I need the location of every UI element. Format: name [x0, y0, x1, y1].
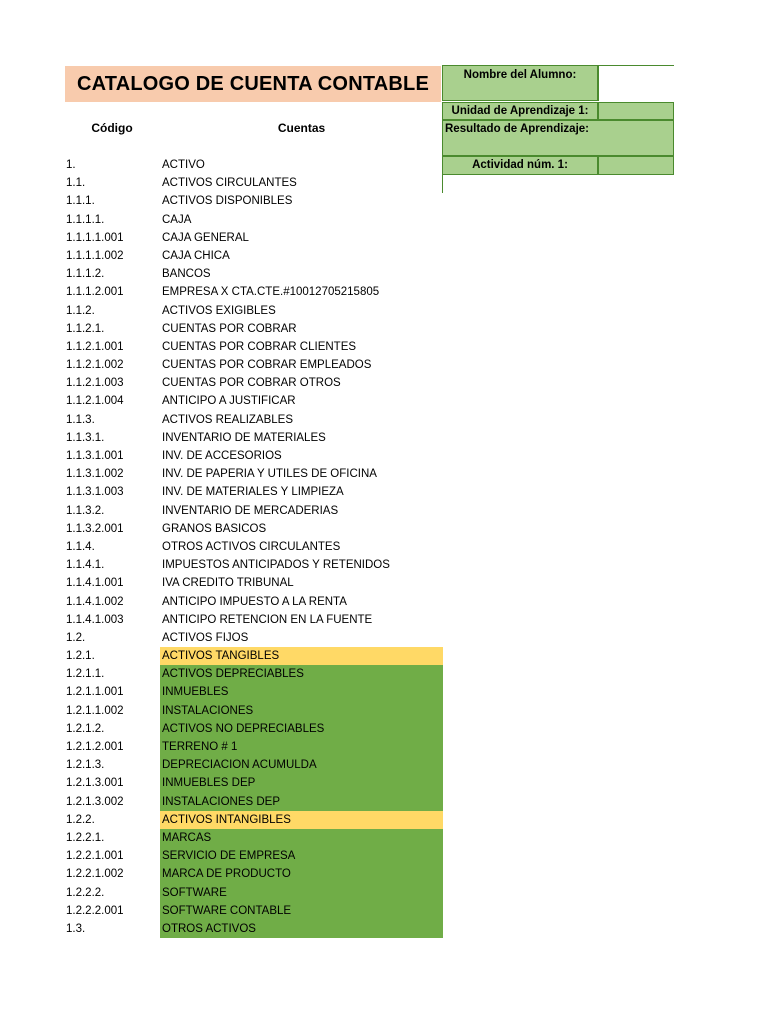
account-name: ACTIVOS REALIZABLES — [162, 413, 294, 426]
account-code: 1.1.4. — [66, 540, 95, 553]
account-name: OTROS ACTIVOS CIRCULANTES — [162, 540, 341, 553]
account-code: 1.2.2.2.001 — [66, 904, 124, 917]
table-row — [0, 629, 768, 647]
account-name: TERRENO # 1 — [160, 738, 443, 756]
account-code: 1.1.3.1.003 — [66, 486, 124, 499]
account-code: 1.1.4.1.002 — [66, 595, 124, 608]
account-name: INV. DE ACCESORIOS — [162, 450, 282, 462]
table-row — [0, 411, 768, 429]
table-row — [0, 665, 768, 683]
column-header-account: Cuentas — [277, 121, 326, 135]
account-name: ACTIVOS EXIGIBLES — [162, 304, 276, 317]
account-name: INV. DE PAPERIA Y UTILES DE OFICINA — [162, 468, 377, 481]
account-code: 1.2.2. — [66, 813, 95, 826]
account-code: 1.1.3.1. — [66, 431, 105, 444]
account-name: OTROS ACTIVOS — [160, 920, 443, 938]
table-row — [0, 738, 768, 756]
account-code: 1.1.4.1.003 — [66, 613, 124, 626]
account-code: 1.1.1.2.001 — [66, 286, 124, 299]
account-list — [0, 156, 768, 938]
table-row — [0, 865, 768, 883]
account-name: IVA CREDITO TRIBUNAL — [162, 577, 294, 590]
table-row — [0, 211, 768, 229]
account-name: INSTALACIONES DEP — [160, 793, 443, 811]
account-code: 1.1.2.1.002 — [66, 359, 124, 372]
account-name: CUENTAS POR COBRAR — [162, 322, 297, 335]
column-header-code: Código — [91, 121, 133, 135]
account-code: 1.2.2.1. — [66, 831, 105, 844]
account-name: CAJA GENERAL — [162, 231, 249, 244]
account-name: INMUEBLES — [160, 683, 443, 701]
account-name: CUENTAS POR COBRAR OTROS — [162, 377, 341, 390]
account-code: 1.1.1.2. — [66, 268, 105, 281]
account-name: CAJA CHICA — [162, 249, 230, 262]
account-name: ACTIVOS DISPONIBLES — [162, 195, 293, 208]
account-code: 1.1.2.1.001 — [66, 340, 124, 353]
table-row — [0, 520, 768, 538]
account-name: ACTIVOS NO DEPRECIABLES — [160, 720, 443, 738]
account-name: ACTIVOS INTANGIBLES — [160, 811, 443, 829]
account-name: ACTIVOS FIJOS — [162, 631, 249, 644]
account-code: 1.1. — [66, 177, 86, 190]
account-code: 1.1.4.1. — [66, 559, 105, 572]
account-name: INV. DE MATERIALES Y LIMPIEZA — [162, 486, 344, 499]
table-row — [0, 611, 768, 629]
table-row — [0, 774, 768, 792]
table-row — [0, 702, 768, 720]
page-title: CATALOGO DE CUENTA CONTABLE — [65, 66, 441, 102]
account-code: 1.2.1.1.002 — [66, 704, 124, 717]
account-code: 1.2.1.3.001 — [66, 777, 124, 790]
account-name: IMPUESTOS ANTICIPADOS Y RETENIDOS — [162, 559, 390, 572]
table-row — [0, 265, 768, 283]
table-row — [0, 538, 768, 556]
table-row — [0, 811, 768, 829]
account-code: 1.2.1.3. — [66, 759, 105, 772]
account-code: 1.2.1. — [66, 650, 95, 663]
account-name: DEPRECIACION ACUMULDA — [160, 756, 443, 774]
account-code: 1.2.1.1. — [66, 668, 105, 681]
account-name: ACTIVO — [162, 159, 205, 171]
table-row — [0, 756, 768, 774]
table-row — [0, 374, 768, 392]
account-code: 1.1.3.1.002 — [66, 468, 124, 481]
table-row — [0, 647, 768, 665]
account-name: MARCAS — [160, 829, 443, 847]
account-name: GRANOS BASICOS — [162, 522, 267, 535]
account-code: 1.1.1. — [66, 195, 95, 208]
table-row — [0, 156, 768, 174]
account-name: CUENTAS POR COBRAR EMPLEADOS — [162, 359, 372, 372]
table-row — [0, 429, 768, 447]
account-name: BANCOS — [162, 268, 211, 281]
account-name: INVENTARIO DE MERCADERIAS — [162, 504, 339, 517]
activity-label: Actividad núm. 1: — [442, 156, 598, 175]
unit-field[interactable] — [598, 102, 674, 120]
table-row — [0, 356, 768, 374]
account-name: ANTICIPO A JUSTIFICAR — [162, 395, 296, 408]
account-name: EMPRESA X CTA.CTE.#10012705215805 — [162, 286, 380, 299]
account-code: 1.1.1.1. — [66, 213, 105, 226]
table-row — [0, 847, 768, 865]
table-row — [0, 338, 768, 356]
account-name: INVENTARIO DE MATERIALES — [162, 431, 326, 444]
unit-label: Unidad de Aprendizaje 1: — [442, 102, 598, 120]
account-name: ANTICIPO RETENCION EN LA FUENTE — [162, 613, 373, 626]
account-code: 1.1.3.1.001 — [66, 450, 124, 462]
account-code: 1.2.1.3.002 — [66, 795, 124, 808]
table-row — [0, 483, 768, 501]
table-row — [0, 829, 768, 847]
student-name-label: Nombre del Alumno: — [442, 65, 598, 101]
table-row — [0, 683, 768, 701]
account-code: 1.1.2.1.004 — [66, 395, 124, 408]
account-name: ACTIVOS CIRCULANTES — [162, 177, 297, 190]
table-row — [0, 174, 768, 192]
table-row — [0, 392, 768, 410]
table-row — [0, 593, 768, 611]
account-name: SOFTWARE — [160, 884, 443, 902]
table-row — [0, 502, 768, 520]
table-row — [0, 192, 768, 210]
table-row — [0, 465, 768, 483]
account-code: 1.2.2.2. — [66, 886, 105, 899]
account-code: 1.1.1.1.002 — [66, 249, 124, 262]
table-row — [0, 884, 768, 902]
account-code: 1.2.1.1.001 — [66, 686, 124, 699]
account-code: 1.1.4.1.001 — [66, 577, 124, 590]
account-code: 1.1.3.2. — [66, 504, 105, 517]
account-code: 1.1.2.1. — [66, 322, 105, 335]
account-name: CUENTAS POR COBRAR CLIENTES — [162, 340, 357, 353]
result-label: Resultado de Aprendizaje: — [442, 120, 674, 156]
account-code: 1. — [66, 159, 76, 171]
account-code: 1.1.3. — [66, 413, 95, 426]
table-row — [0, 229, 768, 247]
table-row — [0, 556, 768, 574]
account-name: CAJA — [162, 213, 192, 226]
table-row — [0, 320, 768, 338]
table-row — [0, 283, 768, 301]
table-row — [0, 720, 768, 738]
account-code: 1.2. — [66, 631, 86, 644]
account-name: INMUEBLES DEP — [160, 774, 443, 792]
account-name: SERVICIO DE EMPRESA — [160, 847, 443, 865]
account-code: 1.1.2.1.003 — [66, 377, 124, 390]
table-row — [0, 920, 768, 938]
account-name: ACTIVOS DEPRECIABLES — [160, 665, 443, 683]
account-code: 1.3. — [66, 922, 86, 935]
table-row — [0, 574, 768, 592]
account-code: 1.1.3.2.001 — [66, 522, 124, 535]
account-code: 1.1.1.1.001 — [66, 231, 124, 244]
student-name-field[interactable] — [598, 65, 674, 101]
table-row — [0, 902, 768, 920]
account-code: 1.2.1.2. — [66, 722, 105, 735]
account-code: 1.2.2.1.002 — [66, 868, 124, 881]
account-code: 1.1.2. — [66, 304, 95, 317]
account-name: ACTIVOS TANGIBLES — [160, 647, 443, 665]
table-row — [0, 793, 768, 811]
account-code: 1.2.1.2.001 — [66, 741, 124, 753]
table-row — [0, 447, 768, 465]
table-row — [0, 247, 768, 265]
table-row — [0, 302, 768, 320]
account-name: SOFTWARE CONTABLE — [160, 902, 443, 920]
account-name: INSTALACIONES — [160, 702, 443, 720]
account-name: MARCA DE PRODUCTO — [160, 865, 443, 883]
account-name: ANTICIPO IMPUESTO A LA RENTA — [162, 595, 347, 608]
account-code: 1.2.2.1.001 — [66, 850, 124, 863]
